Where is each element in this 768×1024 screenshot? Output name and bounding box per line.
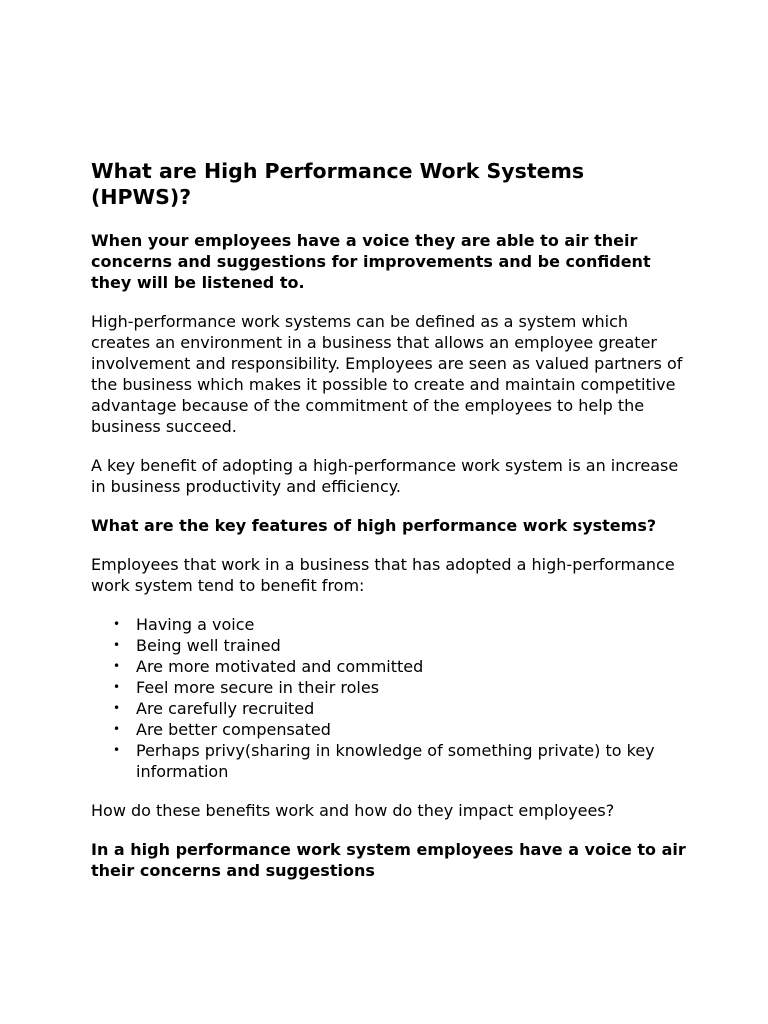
list-item: • Are more motivated and committed bbox=[113, 657, 424, 676]
bullet-icon: • bbox=[113, 722, 121, 736]
bullet-icon: • bbox=[113, 680, 121, 694]
intro-bold-paragraph: When your employees have a voice they are able to air their concerns and suggestions for improvements and be confident they will be listened to. bbox=[91, 231, 651, 292]
employee-voice-subheading: In a high performance work system employees have a voice to air their concerns and suggestions bbox=[91, 840, 686, 880]
list-item: • Are better compensated bbox=[113, 720, 331, 739]
bullet-icon: • bbox=[113, 638, 121, 652]
document-body bbox=[91, 158, 691, 881]
list-item: • Are carefully recruited bbox=[113, 699, 315, 718]
list-item: • Perhaps privy(sharing in knowledge of something private) to key information bbox=[113, 741, 655, 781]
benefits-question-paragraph: How do these benefits work and how do they impact employees? bbox=[91, 801, 615, 820]
bullet-icon: • bbox=[113, 659, 121, 673]
list-item: • Being well trained bbox=[113, 636, 281, 655]
benefits-intro-paragraph: Employees that work in a business that has adopted a high-performance work system tend to benefit from: bbox=[91, 555, 675, 595]
hpws-definition-paragraph: High-performance work systems can be defined as a system which creates an environment in a business that allows an employee greater involvement and responsibility. Employees are seen as valued partners of the business which makes it possible to create and maintain competitive advantage because of the commitment of the employees to help the business succeed. bbox=[91, 312, 683, 436]
page-title: What are High Performance Work Systems (HPWS)? bbox=[91, 159, 585, 209]
key-features-subheading: What are the key features of high performance work systems? bbox=[91, 516, 657, 535]
key-benefit-paragraph: A key benefit of adopting a high-performance work system is an increase in business productivity and efficiency. bbox=[91, 456, 679, 496]
bullet-icon: • bbox=[113, 743, 121, 757]
list-item: • Feel more secure in their roles bbox=[113, 678, 380, 697]
benefits-list bbox=[91, 614, 691, 782]
bullet-icon: • bbox=[113, 617, 121, 631]
list-item: • Having a voice bbox=[113, 615, 255, 634]
bullet-icon: • bbox=[113, 701, 121, 715]
